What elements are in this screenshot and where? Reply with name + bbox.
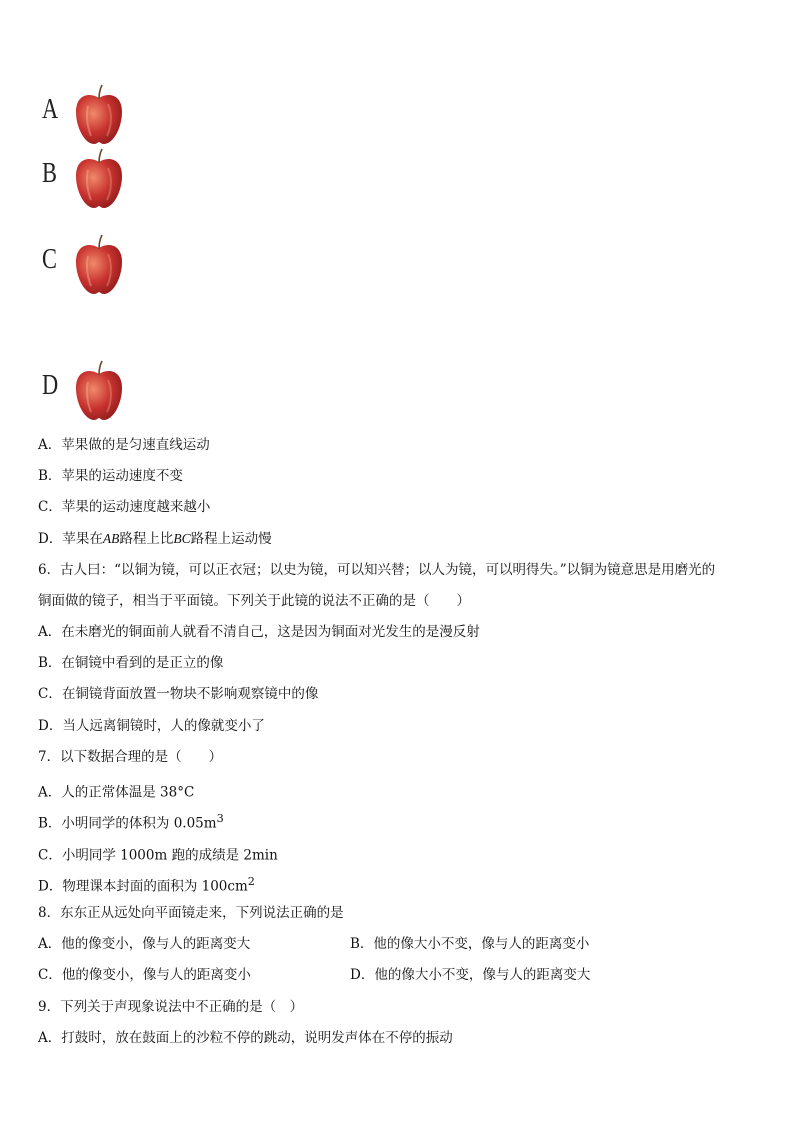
- q6-option-b: B．在铜镜中看到的是正立的像: [38, 655, 224, 671]
- apple-label: B: [42, 158, 57, 189]
- q9-stem: 9．下列关于声现象说法中不正确的是（ ）: [38, 999, 304, 1015]
- q7-option-d: [38, 873, 764, 896]
- q7-stem: 7．以下数据合理的是（ ）: [38, 749, 223, 765]
- q7-option-b: [38, 810, 764, 833]
- q7-option-c: [38, 842, 764, 865]
- segment-ab: AB: [102, 531, 120, 546]
- q7-option-c-text: C．小明同学 1000m 跑的成绩是 2min: [38, 847, 278, 864]
- q8-option-a: A．他的像变小，像与人的距离变大: [38, 936, 251, 952]
- q8-option-d: D．他的像大小不变，像与人的距离变大: [350, 967, 591, 983]
- q7-option-a-text: A．人的正常体温是 38°C: [38, 784, 195, 801]
- apple-image: [72, 84, 126, 146]
- q5-option-d: [38, 530, 764, 548]
- q6-stem-line1: 6．古人曰：“以铜为镜，可以正衣冠；以史为镜，可以知兴替；以人为镜，可以明得失。”以铜为镜意思是用磨光的: [38, 562, 716, 578]
- q8-option-b: B．他的像大小不变，像与人的距离变小: [350, 936, 590, 952]
- q6-option-d: D．当人远离铜镜时，人的像就变小了: [38, 718, 265, 734]
- q7-option-d-text: D．物理课本封面的面积为 100cm: [38, 878, 248, 895]
- segment-bc: BC: [173, 531, 191, 546]
- apple-label: D: [42, 370, 59, 401]
- apple-image: [72, 234, 126, 296]
- q6-stem-line2: 铜面做的镜子，相当于平面镜。下列关于此镜的说法不正确的是（ ）: [38, 593, 470, 609]
- q7-option-b-sup: 3: [216, 812, 224, 825]
- q7-option-d-sup: 2: [247, 875, 255, 888]
- apple-label: C: [42, 244, 57, 275]
- q9-option-a: A．打鼓时，放在鼓面上的沙粒不停的跳动，说明发声体在不停的振动: [38, 1030, 453, 1046]
- q5-option-d-suffix: 路程上运动慢: [190, 531, 272, 547]
- q5-option-a: A．苹果做的是匀速直线运动: [38, 437, 210, 453]
- apple-image: [72, 360, 126, 422]
- apple-label: A: [42, 94, 59, 125]
- q8-stem: 8．东东正从远处向平面镜走来，下列说法正确的是: [38, 905, 344, 921]
- q8-options-row1: [38, 935, 764, 953]
- q8-options-row2: [38, 966, 764, 984]
- q5-option-b: B．苹果的运动速度不变: [38, 468, 183, 484]
- apple-image: [72, 148, 126, 210]
- q6-option-a: A．在未磨光的铜面前人就看不清自己，这是因为铜面对光发生的是漫反射: [38, 624, 480, 640]
- q5-option-c: C．苹果的运动速度越来越小: [38, 499, 211, 515]
- q7-option-a: [38, 779, 764, 802]
- q5-option-d-prefix: D．苹果在: [38, 531, 103, 547]
- q8-option-c: C．他的像变小，像与人的距离变小: [38, 967, 251, 983]
- q7-option-b-text: B．小明同学的体积为 0.05m: [38, 815, 217, 832]
- q6-option-c: C．在铜镜背面放置一物块不影响观察镜中的像: [38, 686, 319, 702]
- q5-option-d-mid: 路程上比: [119, 531, 174, 547]
